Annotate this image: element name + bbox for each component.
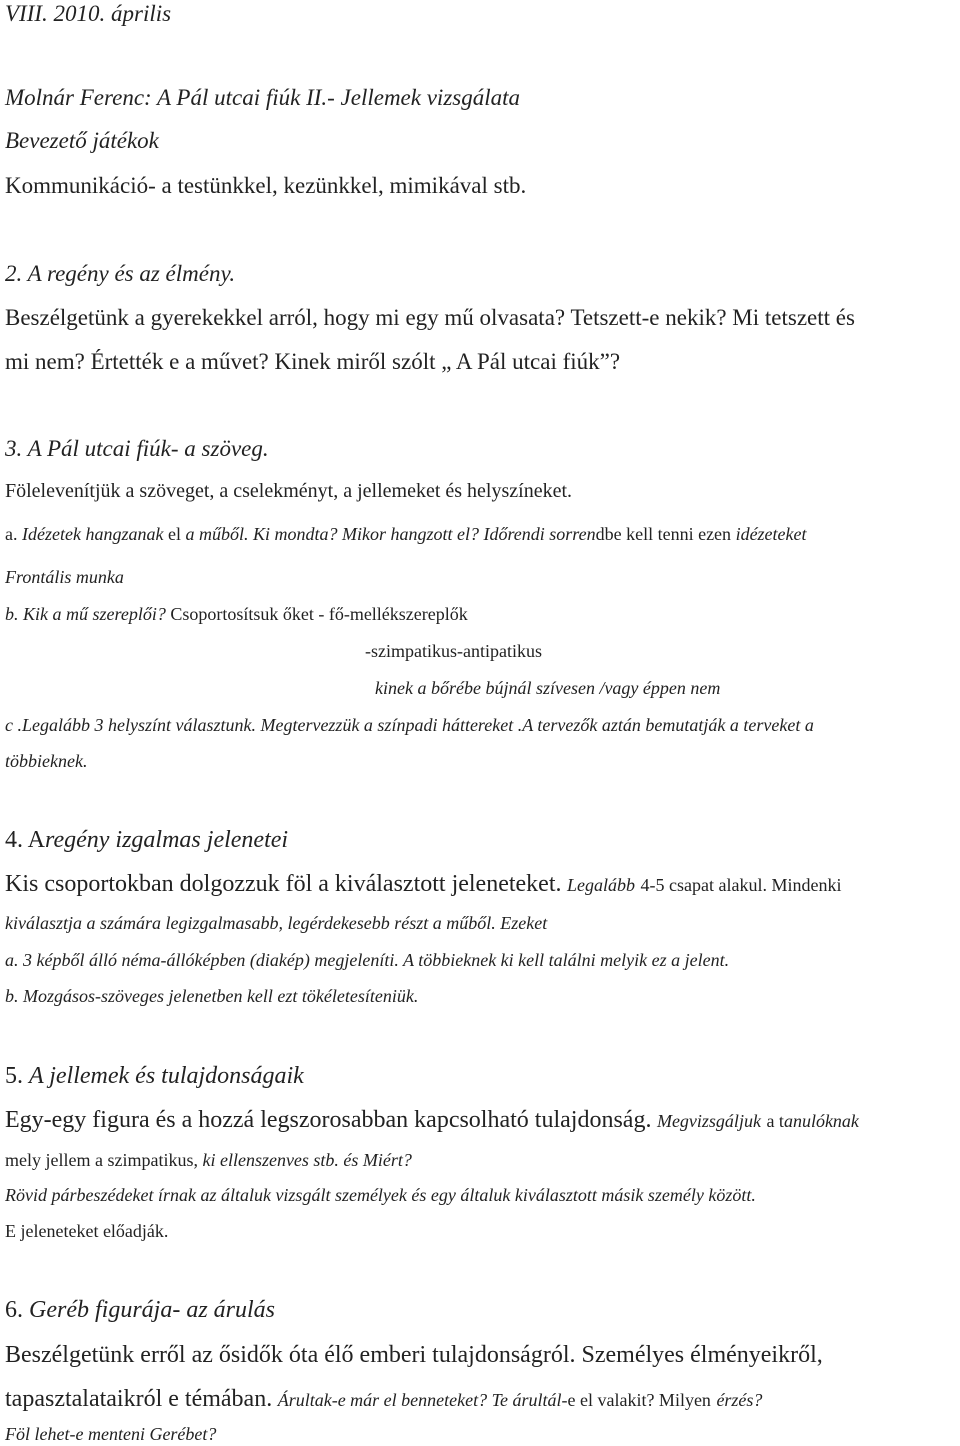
section-5-l1-italic-2: anulóknak xyxy=(783,1111,859,1131)
section-6-heading xyxy=(5,1296,275,1325)
section-3-heading: 3. A Pál utcai fiúk- a szöveg. xyxy=(5,436,269,461)
section-3-item-b xyxy=(5,604,468,626)
communication-line: Kommunikáció- a testünkkel, kezünkkel, mimikával stb. xyxy=(5,173,527,198)
item-a-letter: a. xyxy=(5,524,18,544)
section-4-line-2: kiválasztja a számára legizgalmasabb, legérdekesebb részt a műből. Ezeket xyxy=(5,913,548,933)
section-5-line-4: E jeleneteket előadják. xyxy=(5,1221,169,1241)
item-a-italic: Idézetek hangzanak xyxy=(22,524,164,544)
page-title: Molnár Ferenc: A Pál utcai fiúk II.- Jellemek vizsgálata xyxy=(5,85,521,110)
section-6-line-2 xyxy=(5,1385,762,1414)
date-line: VIII. 2010. április xyxy=(5,1,172,26)
section-5-number: 5. xyxy=(5,1063,23,1089)
intro-line: Bevezető játékok xyxy=(5,128,159,153)
item-b-sub-2: kinek a bőrébe bújnál szívesen /vagy éppen nem xyxy=(375,678,721,698)
section-4-l1-plain: Kis csoportokban dolgozzuk föl a kiválasztott jeleneteket. xyxy=(5,871,562,897)
section-3-text: Fölelevenítjük a szöveget, a cselekményt, a jellemeket és helyszíneket. xyxy=(5,480,573,502)
section-5-title: A jellemek és tulajdonságaik xyxy=(29,1063,304,1089)
section-2-text-1: Beszélgetünk a gyerekekkel arról, hogy mi egy mű olvasata? Tetszett-e nekik? Mi tetszett és xyxy=(5,305,855,330)
section-5-l2-plain: mely jellem a szimpatikus, xyxy=(5,1150,198,1170)
section-5-l1-plain-2: a t xyxy=(766,1111,784,1131)
section-4-l1-plain-2: 4-5 csapat alakul. Mindenki xyxy=(640,875,842,895)
section-5-l2-italic: ki ellenszenves stb. és Miért? xyxy=(202,1150,412,1170)
section-6-number: 6. xyxy=(5,1297,23,1323)
section-2-text-2: mi nem? Értették e a művet? Kinek miről szólt „ A Pál utcai fiúk”? xyxy=(5,349,621,374)
item-b-plain: Csoportosítsuk őket - fő-mellékszereplők xyxy=(170,604,468,624)
frontal-work-line: Frontális munka xyxy=(5,567,124,587)
item-b-italic: b. Kik a mű szereplői? xyxy=(5,604,166,624)
section-5-l1-italic: Megvizsgáljuk xyxy=(656,1111,761,1131)
section-6-line-3: Föl lehet-e menteni Gerébet? xyxy=(5,1424,217,1444)
section-4-number: 4. A xyxy=(5,827,46,853)
section-3-item-c-1: c .Legalább 3 helyszínt választunk. Megtervezzük a színpadi háttereket .A tervezők aztán bemutatják a terveket a xyxy=(5,715,814,735)
section-4-heading xyxy=(5,826,288,855)
section-4-l1-italic: Legalább xyxy=(567,875,636,895)
section-6-line-1: Beszélgetünk erről az ősidők óta élő emberi tulajdonságról. Személyes élményeikről, xyxy=(5,1342,823,1368)
item-a-plain-2: dbe kell tenni ezen xyxy=(595,524,732,544)
section-4-line-4: b. Mozgásos-szöveges jelenetben kell ezt tökéletesíteniük. xyxy=(5,986,419,1006)
section-5-line-3: Rövid párbeszédeket írnak az általuk vizsgált személyek és egy általuk kiválasztott másik személy között. xyxy=(5,1185,756,1205)
section-3-item-a xyxy=(5,524,807,546)
item-a-plain: el xyxy=(167,524,181,544)
section-5-heading xyxy=(5,1062,304,1091)
section-2-heading: 2. A regény és az élmény. xyxy=(5,261,236,286)
section-5-l1-plain: Egy-egy figura és a hozzá legszorosabban kapcsolható tulajdonság. xyxy=(5,1107,652,1133)
section-3-item-c-2: többieknek. xyxy=(5,751,88,771)
item-a-italic-3: idézeteket xyxy=(735,524,807,544)
section-6-l2-italic: Árultak-e már el benneteket? Te árultál- xyxy=(277,1390,568,1410)
section-4-line-3: a. 3 képből álló néma-állóképben (diakép) megjeleníti. A többieknek ki kell találni melyik ez a jelent. xyxy=(5,950,730,970)
item-b-sub-1: -szimpatikus-antipatikus xyxy=(365,641,542,661)
section-6-l2-italic-2: érzés? xyxy=(716,1390,763,1410)
section-5-line-2 xyxy=(5,1150,412,1172)
section-4-line-1 xyxy=(5,870,841,899)
section-6-title: Geréb figurája- az árulás xyxy=(29,1297,275,1323)
section-6-l2-plain-2: e el valakit? Milyen xyxy=(567,1390,711,1410)
section-6-l2-plain: tapasztalataikról e témában. xyxy=(5,1386,273,1412)
item-a-italic-2: a műből. Ki mondta? Mikor hangzott el? Időrendi sorren xyxy=(185,524,596,544)
section-4-title: regény izgalmas jelenetei xyxy=(45,827,289,853)
section-5-line-1 xyxy=(5,1106,859,1135)
